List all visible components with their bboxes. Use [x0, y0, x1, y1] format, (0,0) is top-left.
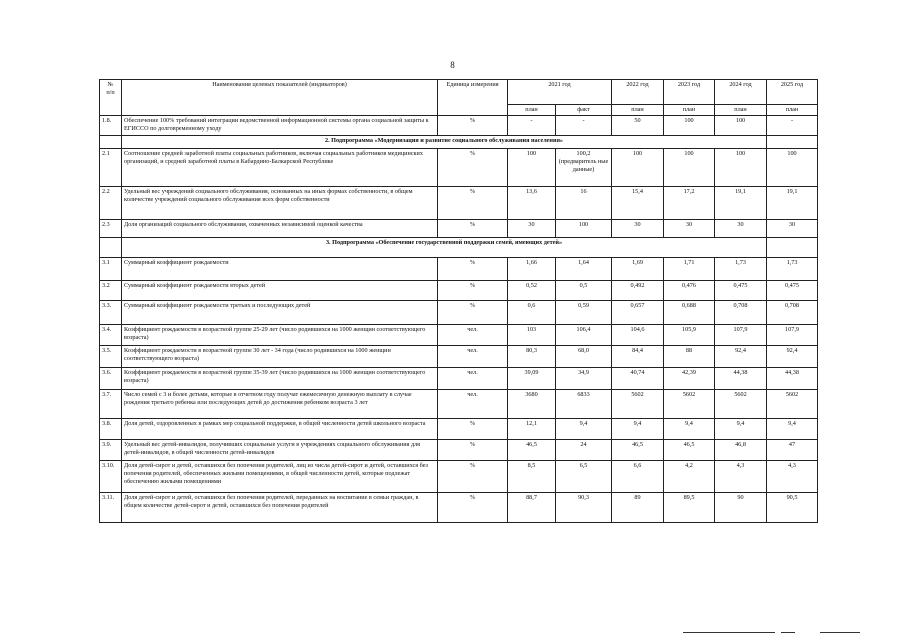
fact-2021: 24 [556, 440, 612, 461]
plan-2022: 0,657 [612, 301, 664, 325]
plan-2022: 5602 [612, 390, 664, 419]
page-number: 8 [450, 60, 455, 70]
indicator-name: Соотношение средней заработной платы социальных работников, включая социальных работников медицинских организаций, и средней заработной платы в Кабардино-Балкарской Республике [122, 149, 438, 187]
plan-2024: 1,73 [715, 258, 767, 281]
plan-2024: 5602 [715, 390, 767, 419]
table-row [100, 116, 818, 136]
fact-2021: 68,0 [556, 346, 612, 368]
plan-2025: 19,1 [767, 187, 818, 220]
row-number: 3.6. [100, 368, 122, 390]
unit-cell: % [438, 187, 508, 220]
unit-cell: % [438, 461, 508, 493]
table-row [100, 258, 818, 281]
plan-2025: 107,9 [767, 325, 818, 346]
footer-lines [0, 632, 905, 636]
row-number: 1.8. [100, 116, 122, 136]
plan-2021: 13,6 [508, 187, 556, 220]
unit-cell: % [438, 281, 508, 301]
plan-2025: 1,73 [767, 258, 818, 281]
unit-cell: % [438, 419, 508, 440]
plan-2021: 39,09 [508, 368, 556, 390]
fact-2021: 0,59 [556, 301, 612, 325]
plan-2023: 88 [664, 346, 715, 368]
plan-2021: 46,5 [508, 440, 556, 461]
plan-2022: 30 [612, 220, 664, 238]
header-sub-plan: план [767, 105, 818, 116]
plan-2021: 8,5 [508, 461, 556, 493]
plan-2023: 42,39 [664, 368, 715, 390]
plan-2025: 47 [767, 440, 818, 461]
header-year-2024: 2024 год [715, 80, 767, 105]
plan-2025: 0,475 [767, 281, 818, 301]
header-year-2022: 2022 год [612, 80, 664, 105]
plan-2024: 107,9 [715, 325, 767, 346]
row-number: 3.7. [100, 390, 122, 419]
fact-2021: 100 [556, 220, 612, 238]
plan-2023: 105,9 [664, 325, 715, 346]
fact-2021: 106,4 [556, 325, 612, 346]
plan-2025: - [767, 116, 818, 136]
header-sub-plan: план [508, 105, 556, 116]
plan-2024: 0,708 [715, 301, 767, 325]
header-sub-plan: план [664, 105, 715, 116]
plan-2024: 30 [715, 220, 767, 238]
plan-2024: 19,1 [715, 187, 767, 220]
plan-2021: - [508, 116, 556, 136]
plan-2025: 5602 [767, 390, 818, 419]
row-number: 3.5. [100, 346, 122, 368]
plan-2021: 88,7 [508, 493, 556, 523]
indicator-name: Удельный вес детей-инвалидов, получивших социальные услуги в учреждениях социального обслуживания для детей-инвалидов, в общей численности детей-инвалидов [122, 440, 438, 461]
table-row [100, 149, 818, 187]
header-unit: Единица измерения [438, 80, 508, 116]
plan-2022: 46,5 [612, 440, 664, 461]
header-name: Наименования целевых показателей (индикаторов) [122, 80, 438, 116]
unit-cell: % [438, 258, 508, 281]
indicator-name: Удельный вес учреждений социального обслуживания, основанных на иных формах собственности, в общем количестве учреждений социального обслуживания всех форм собственности [122, 187, 438, 220]
plan-2021: 1,66 [508, 258, 556, 281]
plan-2023: 100 [664, 116, 715, 136]
plan-2023: 17,2 [664, 187, 715, 220]
table-row [100, 390, 818, 419]
indicator-name: Суммарный коэффициент рождаемости [122, 258, 438, 281]
table-row [100, 419, 818, 440]
fact-2021: - [556, 116, 612, 136]
table-row [100, 440, 818, 461]
indicator-name: Доля организаций социального обслуживания, охваченных независимой оценкой качества [122, 220, 438, 238]
row-number: 3.4. [100, 325, 122, 346]
table-row [100, 461, 818, 493]
fact-2021: 9,4 [556, 419, 612, 440]
plan-2025: 100 [767, 149, 818, 187]
fact-2021: 90,3 [556, 493, 612, 523]
row-number: 2.2 [100, 187, 122, 220]
table-row [100, 220, 818, 238]
table-row [100, 281, 818, 301]
header-year-2021: 2021 год [508, 80, 612, 105]
unit-cell: чел. [438, 346, 508, 368]
plan-2022: 1,69 [612, 258, 664, 281]
section-row [100, 136, 818, 149]
indicator-name: Суммарный коэффициент рождаемости вторых детей [122, 281, 438, 301]
indicator-name: Число семей с 3 и более детьми, которые в отчетном году получат ежемесячную денежную выплату в случае рождения третьего ребенка или последующих детей до достижения ребенком возраста 3 лет [122, 390, 438, 419]
header-sub-plan: план [715, 105, 767, 116]
unit-cell: чел. [438, 325, 508, 346]
indicator-name: Доля детей-сирот и детей, оставшихся без попечения родителей, лиц из числа детей-сирот и детей, оставшихся без попечения родителей, обеспеченных жилыми помещениями, в общей численности детей, которые подлежат обеспечению жилыми помещениями [122, 461, 438, 493]
header-sub-plan: план [612, 105, 664, 116]
plan-2021: 103 [508, 325, 556, 346]
plan-2023: 0,476 [664, 281, 715, 301]
row-number: 3.2 [100, 281, 122, 301]
plan-2025: 0,708 [767, 301, 818, 325]
fact-2021: 100,2 (предваритель ные данные) [556, 149, 612, 187]
plan-2021: 3680 [508, 390, 556, 419]
unit-cell: % [438, 149, 508, 187]
unit-cell: чел. [438, 368, 508, 390]
row-number: 3.8. [100, 419, 122, 440]
plan-2022: 50 [612, 116, 664, 136]
indicator-name: Доля детей-сирот и детей, оставшихся без попечения родителей, переданных на воспитание в семьи граждан, в общем количестве детей-сирот и детей, оставшихся без попечения родителей [122, 493, 438, 523]
plan-2024: 90 [715, 493, 767, 523]
plan-2024: 100 [715, 116, 767, 136]
plan-2021: 100 [508, 149, 556, 187]
plan-2025: 90,5 [767, 493, 818, 523]
plan-2023: 100 [664, 149, 715, 187]
header-year-2025: 2025 год [767, 80, 818, 105]
plan-2022: 9,4 [612, 419, 664, 440]
unit-cell: % [438, 440, 508, 461]
row-number: 2.1 [100, 149, 122, 187]
unit-cell: чел. [438, 390, 508, 419]
table-row [100, 301, 818, 325]
plan-2024: 4,3 [715, 461, 767, 493]
plan-2022: 0,492 [612, 281, 664, 301]
plan-2021: 30 [508, 220, 556, 238]
plan-2021: 0,6 [508, 301, 556, 325]
row-number: 3.1 [100, 258, 122, 281]
plan-2024: 100 [715, 149, 767, 187]
table-row [100, 187, 818, 220]
indicator-name: Обеспечение 100% требований интеграции ведомственной информационной системы органа социальной защиты к ЕГИССО по долговременному уходу [122, 116, 438, 136]
footer-line [781, 632, 795, 633]
plan-2023: 0,688 [664, 301, 715, 325]
row-number: 3.11. [100, 493, 122, 523]
fact-2021: 16 [556, 187, 612, 220]
section-title: 3. Подпрограмма «Обеспечение государственной поддержки семей, имеющих детей» [122, 238, 767, 258]
unit-cell: % [438, 493, 508, 523]
table-row [100, 368, 818, 390]
table-row [100, 493, 818, 523]
plan-2021: 80,3 [508, 346, 556, 368]
header-sub-fact: факт [556, 105, 612, 116]
plan-2022: 100 [612, 149, 664, 187]
footer-line [820, 632, 860, 633]
fact-2021: 6,5 [556, 461, 612, 493]
plan-2022: 104,6 [612, 325, 664, 346]
plan-2024: 9,4 [715, 419, 767, 440]
plan-2021: 12,1 [508, 419, 556, 440]
plan-2023: 89,5 [664, 493, 715, 523]
plan-2022: 15,4 [612, 187, 664, 220]
fact-2021: 1,64 [556, 258, 612, 281]
table-row [100, 346, 818, 368]
plan-2023: 5602 [664, 390, 715, 419]
plan-2023: 30 [664, 220, 715, 238]
unit-cell: % [438, 301, 508, 325]
indicator-name: Коэффициент рождаемости в возрастной группе 25-29 лет (число родившихся на 1000 женщин соответствующего возраста) [122, 325, 438, 346]
plan-2024: 0,475 [715, 281, 767, 301]
indicator-name: Суммарный коэффициент рождаемости третьих и последующих детей [122, 301, 438, 325]
section-num-cell [100, 136, 122, 149]
section-title: 2. Подпрограмма «Модернизация и развитие социального обслуживания населения» [122, 136, 767, 149]
plan-2023: 9,4 [664, 419, 715, 440]
plan-2025: 4,3 [767, 461, 818, 493]
plan-2024: 44,38 [715, 368, 767, 390]
plan-2023: 1,71 [664, 258, 715, 281]
plan-2022: 84,4 [612, 346, 664, 368]
unit-cell: % [438, 220, 508, 238]
footer-line [683, 632, 775, 633]
unit-cell: % [438, 116, 508, 136]
fact-2021: 6833 [556, 390, 612, 419]
plan-2023: 4,2 [664, 461, 715, 493]
section-empty-cell [767, 136, 818, 149]
plan-2025: 44,38 [767, 368, 818, 390]
plan-2025: 30 [767, 220, 818, 238]
header-year-2023: 2023 год [664, 80, 715, 105]
plan-2024: 46,8 [715, 440, 767, 461]
row-number: 2.3 [100, 220, 122, 238]
plan-2025: 92,4 [767, 346, 818, 368]
indicator-name: Доля детей, оздоровленных в рамках мер социальной поддержки, в общей численности детей школьного возраста [122, 419, 438, 440]
section-num-cell [100, 238, 122, 258]
plan-2024: 92,4 [715, 346, 767, 368]
indicator-name: Коэффициент рождаемости в возрастной группе 35-39 лет (число родившихся на 1000 женщин соответствующего возраста) [122, 368, 438, 390]
plan-2022: 6,6 [612, 461, 664, 493]
header-num: № п/п [100, 80, 122, 116]
section-empty-cell [767, 238, 818, 258]
plan-2022: 40,74 [612, 368, 664, 390]
fact-2021: 0,5 [556, 281, 612, 301]
fact-2021: 34,9 [556, 368, 612, 390]
indicator-name: Коэффициент рождаемости в возрастной группе 30 лет - 34 года (число родившихся на 1000 женщин соответствующего возраста) [122, 346, 438, 368]
plan-2021: 0,52 [508, 281, 556, 301]
row-number: 3.3. [100, 301, 122, 325]
table-row [100, 325, 818, 346]
indicators-table [99, 79, 818, 523]
plan-2022: 89 [612, 493, 664, 523]
plan-2025: 9,4 [767, 419, 818, 440]
row-number: 3.10. [100, 461, 122, 493]
section-row [100, 238, 818, 258]
row-number: 3.9. [100, 440, 122, 461]
plan-2023: 46,5 [664, 440, 715, 461]
